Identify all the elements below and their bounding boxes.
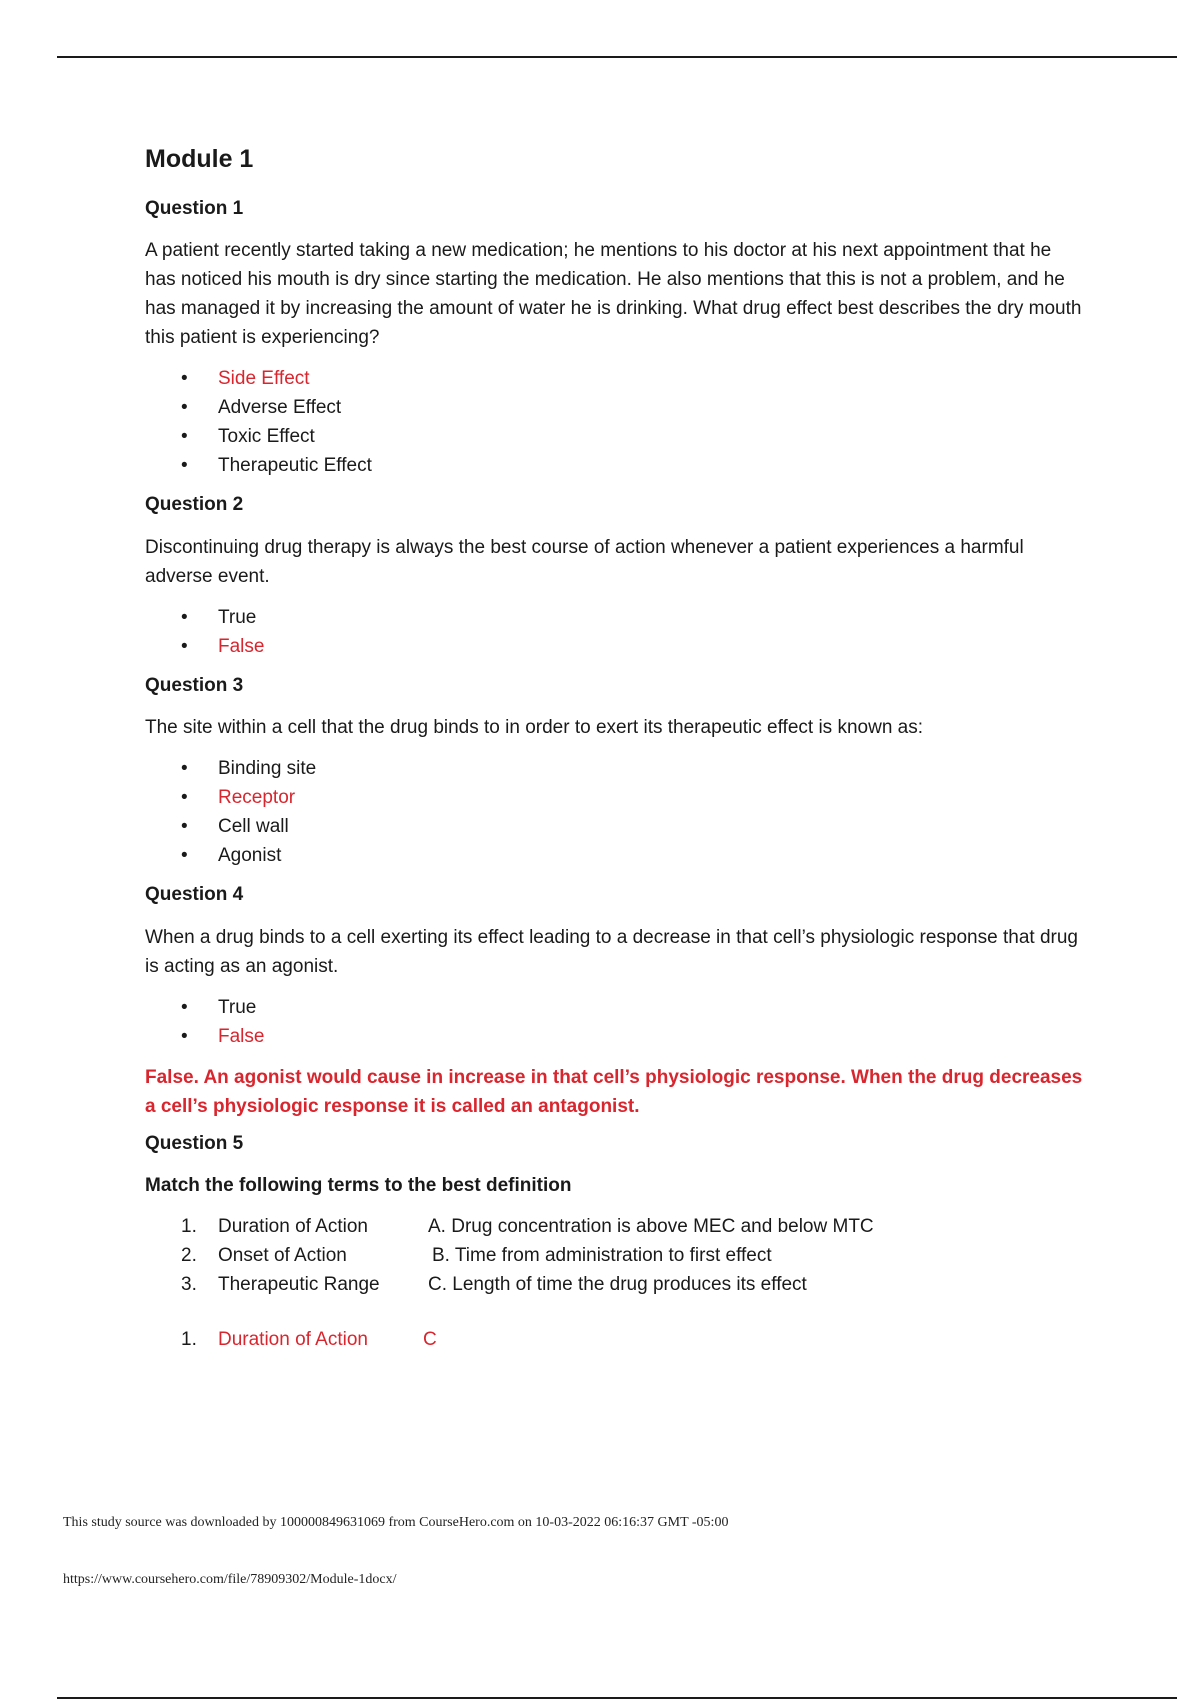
option-list xyxy=(145,754,1085,870)
match-definition: A. Drug concentration is above MEC and below MTC xyxy=(428,1216,874,1238)
option-correct: • False xyxy=(145,632,1085,661)
match-definition: B. Time from administration to first effect xyxy=(432,1245,772,1267)
match-term: Therapeutic Range xyxy=(218,1274,380,1296)
option-correct: • Side Effect xyxy=(145,364,1085,393)
option: • Therapeutic Effect xyxy=(145,451,1085,480)
match-number: 2. xyxy=(181,1245,197,1267)
source-url[interactable]: https://www.coursehero.com/file/78909302/Module-1docx/ xyxy=(63,1572,397,1587)
answer-term: Duration of Action xyxy=(218,1329,368,1351)
top-rule xyxy=(57,56,1177,58)
option-list xyxy=(145,993,1085,1051)
page-title: Module 1 xyxy=(145,145,254,173)
question-heading: Question 2 xyxy=(145,494,244,516)
question-text: When a drug binds to a cell exerting its effect leading to a decrease in that cell’s physiologic response that drug is acting as an agonist. xyxy=(145,926,1078,977)
match-row xyxy=(145,1270,1085,1299)
option: • True xyxy=(145,603,1085,632)
match-number: 3. xyxy=(181,1274,197,1296)
option-list xyxy=(145,364,1085,480)
match-term: Onset of Action xyxy=(218,1245,347,1267)
bottom-rule xyxy=(57,1697,1177,1699)
match-number: 1. xyxy=(181,1216,197,1238)
option: • Cell wall xyxy=(145,812,1085,841)
answer-explanation: False. An agonist would cause in increase in that cell’s physiologic response. When the drug decreases a cell’s physiologic response it is called an antagonist. xyxy=(145,1066,1083,1117)
option-correct: • False xyxy=(145,1022,1085,1051)
option: • Agonist xyxy=(145,841,1085,870)
option: • Adverse Effect xyxy=(145,393,1085,422)
match-term: Duration of Action xyxy=(218,1216,368,1238)
document-body xyxy=(145,143,1085,1354)
option: • Binding site xyxy=(145,754,1085,783)
match-row xyxy=(145,1241,1085,1270)
match-list xyxy=(145,1212,1085,1299)
question-heading: Question 4 xyxy=(145,884,244,906)
answer-letter: C xyxy=(423,1329,437,1351)
option: • Toxic Effect xyxy=(145,422,1085,451)
download-notice: This study source was downloaded by 100000849631069 from CourseHero.com on 10-03-2022 06:16:37 GMT -05:00 xyxy=(63,1515,729,1530)
match-answer-row xyxy=(145,1325,1085,1354)
question-heading: Question 3 xyxy=(145,674,244,696)
match-definition: C. Length of time the drug produces its effect xyxy=(428,1274,807,1296)
answer-number: 1. xyxy=(181,1329,197,1351)
question-text: A patient recently started taking a new medication; he mentions to his doctor at his next appointment that he has noticed his mouth is dry since starting the medication. He also mentions that this is not a problem, and he has managed it by increasing the amount of water he is drinking. What drug effect best describes the dry mouth this patient is experiencing? xyxy=(145,240,1082,349)
match-row xyxy=(145,1212,1085,1241)
match-instruction: Match the following terms to the best definition xyxy=(145,1175,572,1197)
option-list xyxy=(145,603,1085,661)
option: • True xyxy=(145,993,1085,1022)
option-correct: • Receptor xyxy=(145,783,1085,812)
question-heading: Question 5 xyxy=(145,1132,244,1154)
question-text: Discontinuing drug therapy is always the best course of action whenever a patient experiences a harmful adverse event. xyxy=(145,536,1024,587)
question-text: The site within a cell that the drug binds to in order to exert its therapeutic effect is known as: xyxy=(145,717,924,739)
question-heading: Question 1 xyxy=(145,197,244,219)
